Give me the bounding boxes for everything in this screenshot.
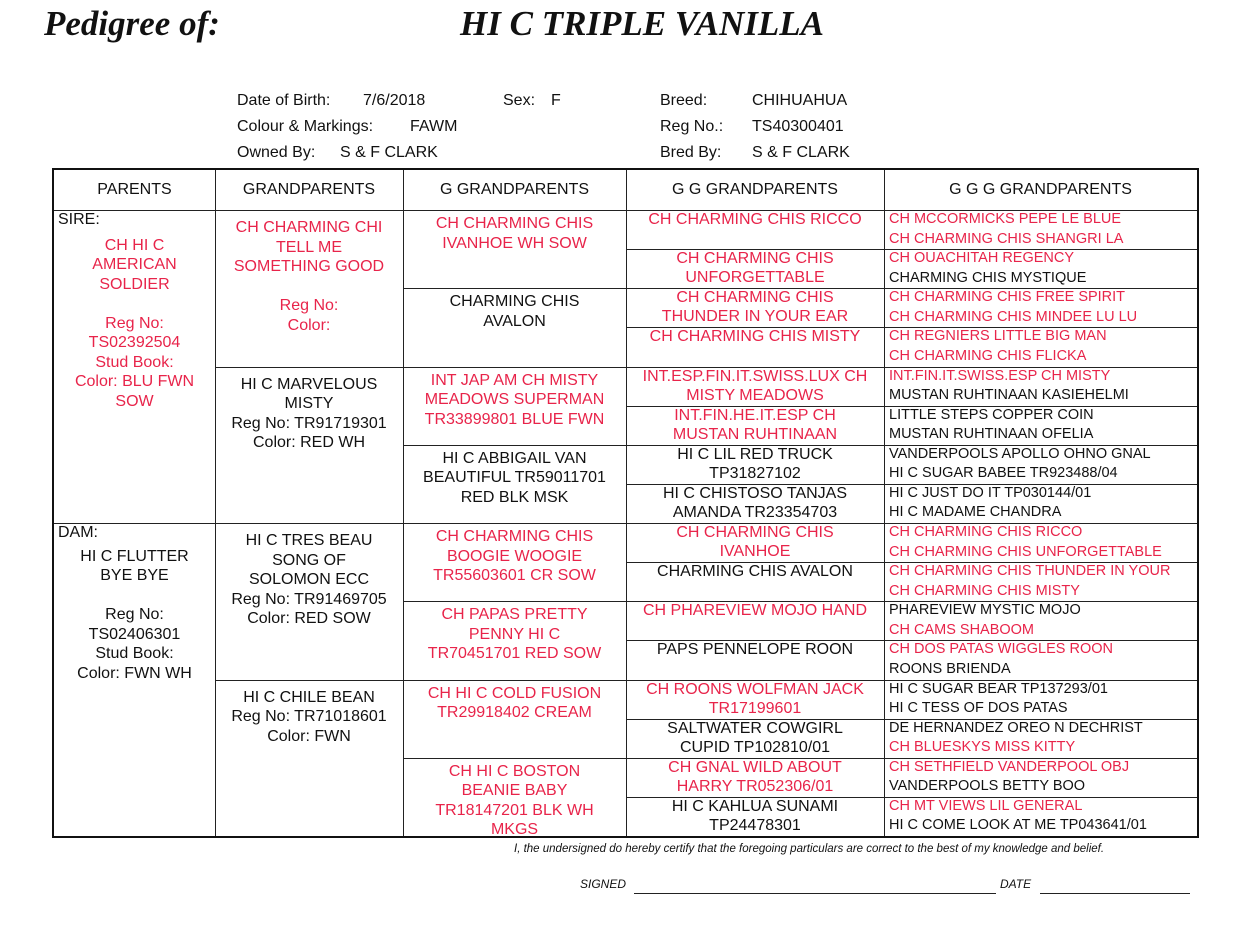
dog-name-line: BEAUTIFUL TR59011701 xyxy=(423,469,606,487)
gg-grandparent-cell xyxy=(626,484,884,523)
breed-value: CHIHUAHUA xyxy=(752,92,848,109)
dog-name-line: TELL ME xyxy=(275,238,343,256)
ggg-grandparent-cell xyxy=(884,230,1197,250)
ggg-grandparent-cell xyxy=(884,347,1197,367)
dog-name-line: SALTWATER COWGIRL xyxy=(667,719,843,737)
dog-name-line: HI C TRES BEAU xyxy=(245,532,373,549)
ggg-grandparent-cell xyxy=(884,464,1197,484)
ggg-grandparent-cell xyxy=(884,484,1197,504)
dog-name-line: TR33899801 BLUE FWN xyxy=(424,410,605,428)
dog-name-line: Color: BLU FWN xyxy=(74,373,195,390)
pedigree-label: Pedigree of: xyxy=(44,4,220,43)
dog-name-line: IVANHOE WH SOW xyxy=(442,234,587,252)
grandparent-cell xyxy=(215,523,403,680)
ggg-grandparent-cell xyxy=(884,210,1197,230)
dog-name-line: TR29918402 CREAM xyxy=(437,704,592,721)
ggg-grandparent-cell xyxy=(884,543,1197,563)
dog-name-line: CH HI C xyxy=(104,236,165,254)
g-grandparent-cell xyxy=(403,367,626,445)
ggg-grandparent-cell xyxy=(884,367,1197,387)
gg-grandparent-cell xyxy=(626,249,884,288)
dog-name-line: CH CHARMING CHIS RICCO xyxy=(889,524,1083,540)
dog-name-line: RED BLK MSK xyxy=(460,488,569,506)
gg-grandparent-cell xyxy=(626,719,884,758)
dog-name-line: MUSTAN RUHTINAAN xyxy=(672,425,838,443)
owned-value: S & F CLARK xyxy=(340,144,438,161)
dog-name-line: CHARMING CHIS xyxy=(449,293,580,311)
dog-name-line: Reg No: xyxy=(105,314,164,332)
dog-name-line: HI C JUST DO IT TP030144/01 xyxy=(889,484,1092,501)
dog-name-line: CH MCCORMICKS PEPE LE BLUE xyxy=(889,211,1122,227)
colour-label: Colour & Markings: xyxy=(237,118,374,135)
dog-name-line: CH PAPAS PRETTY xyxy=(441,606,588,624)
dog-name-line: TP24478301 xyxy=(709,816,801,834)
dog-name-line: BEANIE BABY xyxy=(461,782,568,800)
date-line xyxy=(1040,893,1190,894)
dog-name-line: Stud Book: xyxy=(95,353,174,371)
dog-name-line: IVANHOE xyxy=(719,543,791,560)
dog-name-line: CH HI C COLD FUSION xyxy=(427,684,602,702)
dog-name-line: MUSTAN RUHTINAAN OFELIA xyxy=(889,426,1094,443)
gg-grandparent-cell xyxy=(626,601,884,640)
dog-name-line: HI C CHILE BEAN xyxy=(243,688,375,706)
dog-name-line: VANDERPOOLS APOLLO OHNO GNAL xyxy=(889,445,1151,462)
dog-name-line: HI C MADAME CHANDRA xyxy=(889,504,1062,521)
dog-name-line: CH CHARMING CHIS xyxy=(435,528,594,545)
sex-value: F xyxy=(551,92,561,109)
dam-cell xyxy=(54,523,215,836)
g-grandparent-cell xyxy=(403,523,626,601)
dog-name-line: HARRY TR052306/01 xyxy=(676,777,834,795)
ggg-grandparent-cell xyxy=(884,523,1197,543)
dog-name-line: HI C SUGAR BABEE TR923488/04 xyxy=(889,465,1118,482)
g-grandparent-cell xyxy=(403,288,626,366)
gg-grandparent-cell xyxy=(626,288,884,327)
dog-name-line: INT JAP AM CH MISTY xyxy=(430,371,599,389)
dog-name-line: Stud Book: xyxy=(95,645,174,662)
ggg-grandparent-cell xyxy=(884,738,1197,758)
dog-name-line: Reg No: TR91469705 xyxy=(231,590,387,608)
dog-name-line: BOOGIE WOOGIE xyxy=(446,547,583,565)
gg-grandparent-cell xyxy=(626,640,884,679)
sire-cell xyxy=(54,210,215,523)
dog-name-line: HI C FLUTTER xyxy=(80,547,189,565)
ggg-grandparent-cell xyxy=(884,777,1197,797)
dog-name-line: HI C CHISTOSO TANJAS xyxy=(662,484,848,502)
dog-name-line: SOLOMON ECC xyxy=(248,571,369,588)
owned-label: Owned By: xyxy=(237,144,316,161)
dog-name-line: CH CHARMING CHIS RICCO xyxy=(648,211,862,228)
grandparent-cell xyxy=(215,680,403,837)
ggg-grandparent-cell xyxy=(884,386,1197,406)
ggg-grandparent-cell xyxy=(884,308,1197,328)
dog-name-line xyxy=(132,294,136,314)
dog-name-line: CH OUACHITAH REGENCY xyxy=(889,250,1075,267)
dog-name-line: ROONS BRIENDA xyxy=(889,660,1011,677)
dog-name-line: CH DOS PATAS WIGGLES ROON xyxy=(889,641,1113,658)
ggg-grandparent-cell xyxy=(884,816,1197,836)
sire-label: SIRE: xyxy=(58,211,100,228)
dog-name-line: AMERICAN xyxy=(92,256,177,273)
reg-label: Reg No.: xyxy=(660,118,724,135)
dog-name-line: TR70451701 RED SOW xyxy=(427,645,602,663)
dog-name-line: CH CHARMING CHIS THUNDER IN YOUR xyxy=(889,563,1171,580)
dog-name-line: SOLDIER xyxy=(99,275,170,293)
ggg-grandparent-cell xyxy=(884,621,1197,641)
dog-name-line: Color: RED SOW xyxy=(247,610,371,627)
g-grandparent-cell xyxy=(403,601,626,679)
breed-label: Breed: xyxy=(660,92,708,109)
bred-value: S & F CLARK xyxy=(752,144,850,161)
dog-name-line: CH CHARMING CHIS xyxy=(676,289,834,307)
dam-label: DAM: xyxy=(58,524,98,541)
ggg-grandparent-cell xyxy=(884,406,1197,426)
dog-name-line: HI C MARVELOUS xyxy=(240,375,378,393)
dog-name-line: PHAREVIEW MYSTIC MOJO xyxy=(889,602,1081,619)
dog-name-line: Color: FWN xyxy=(267,727,351,745)
dog-name-line: SONG OF xyxy=(272,551,346,569)
ggg-grandparent-cell xyxy=(884,582,1197,602)
ggg-grandparent-cell xyxy=(884,288,1197,308)
dog-name-line: TS02406301 xyxy=(88,625,181,643)
certification-statement: I, the undersigned do hereby certify that the foregoing particulars are correct to the best of my knowledge and belief. xyxy=(514,843,1105,855)
dog-name-line: TS02392504 xyxy=(88,334,181,351)
dog-name-line: INT.ESP.FIN.IT.SWISS.LUX CH xyxy=(642,367,868,385)
dog-name-line: INT.FIN.HE.IT.ESP CH xyxy=(674,406,836,424)
dog-name-line: CH REGNIERS LITTLE BIG MAN xyxy=(889,328,1107,345)
dog-name-line: CUPID TP102810/01 xyxy=(679,738,830,756)
gg-grandparent-cell xyxy=(626,367,884,406)
ggg-grandparent-cell xyxy=(884,699,1197,719)
dog-name-line: CH CHARMING CHIS MISTY xyxy=(649,328,861,346)
date-label: DATE xyxy=(1000,877,1032,891)
grandparent-cell xyxy=(215,367,403,524)
dog-name-line: MISTY MEADOWS xyxy=(686,386,824,404)
dog-name-line: CH ROONS WOLFMAN JACK xyxy=(646,680,864,698)
g-grandparent-cell xyxy=(403,445,626,523)
signed-label: SIGNED xyxy=(580,877,627,891)
dog-name-line: SOW xyxy=(115,392,154,410)
dog-name-line: HI C TESS OF DOS PATAS xyxy=(889,700,1068,717)
dog-name-line: CH MT VIEWS LIL GENERAL xyxy=(889,797,1083,814)
gg-grandparent-cell xyxy=(626,680,884,719)
dog-name-line: Reg No: xyxy=(105,606,164,623)
ggg-grandparent-cell xyxy=(884,640,1197,660)
dog-name-line: CH GNAL WILD ABOUT xyxy=(668,758,842,776)
dog-name-line: PENNY HI C xyxy=(468,625,561,643)
dog-name-line: MISTY xyxy=(284,395,334,412)
g-grandparent-cell xyxy=(403,758,626,836)
dog-name-line: SOMETHING GOOD xyxy=(233,258,385,275)
dog-name-line: Color: FWN WH xyxy=(77,664,192,682)
column-header: G GRANDPARENTS xyxy=(439,181,590,198)
dog-name-line: CH CHARMING CHIS FLICKA xyxy=(889,347,1087,364)
dog-name-line: HI C LIL RED TRUCK xyxy=(677,445,833,463)
ggg-grandparent-cell xyxy=(884,327,1197,347)
column-header: G G G GRANDPARENTS xyxy=(949,181,1132,198)
gg-grandparent-cell xyxy=(626,327,884,366)
column-header: PARENTS xyxy=(97,181,172,198)
gg-grandparent-cell xyxy=(626,210,884,249)
dog-name-line: AVALON xyxy=(483,312,546,330)
dog-name-line: HI C SUGAR BEAR TP137293/01 xyxy=(889,680,1108,697)
dog-name-line xyxy=(132,586,136,606)
signature-line xyxy=(634,893,996,894)
column-header: GRANDPARENTS xyxy=(242,181,376,198)
gg-grandparent-cell xyxy=(626,797,884,836)
ggg-grandparent-cell xyxy=(884,719,1197,739)
dog-name-line: HI C COME LOOK AT ME TP043641/01 xyxy=(889,817,1147,834)
g-grandparent-cell xyxy=(403,680,626,758)
ggg-grandparent-cell xyxy=(884,249,1197,269)
dog-name-line: CH PHAREVIEW MOJO HAND xyxy=(642,602,867,620)
bred-label: Bred By: xyxy=(660,144,722,161)
dog-name-line: CH CHARMING CHIS UNFORGETTABLE xyxy=(889,543,1162,560)
dog-name-line: PAPS PENNELOPE ROON xyxy=(656,641,854,659)
dog-name-line: CH CHARMING CHI xyxy=(235,219,383,236)
dog-name-line: CH CHARMING CHIS FREE SPIRIT xyxy=(889,289,1126,306)
gg-grandparent-cell xyxy=(626,758,884,797)
dog-name-line: TP31827102 xyxy=(709,464,801,482)
dog-name-line: Reg No: xyxy=(279,297,339,314)
dog-name-line: THUNDER IN YOUR EAR xyxy=(661,308,849,326)
sex-label: Sex: xyxy=(503,92,536,109)
ggg-grandparent-cell xyxy=(884,562,1197,582)
gg-grandparent-cell xyxy=(626,562,884,601)
column-header: G G GRANDPARENTS xyxy=(672,181,838,198)
reg-value: TS40300401 xyxy=(752,118,844,135)
dob-label: Date of Birth: xyxy=(237,92,331,109)
dog-name-title: HI C TRIPLE VANILLA xyxy=(460,4,824,43)
gg-grandparent-cell xyxy=(626,523,884,562)
ggg-grandparent-cell xyxy=(884,797,1197,817)
dog-name-line: MUSTAN RUHTINAAN KASIEHELMI xyxy=(889,387,1129,404)
dog-name-line: Reg No: TR71018601 xyxy=(231,708,387,725)
dog-name-line: CH CHARMING CHIS xyxy=(676,250,834,268)
ggg-grandparent-cell xyxy=(884,503,1197,523)
gg-grandparent-cell xyxy=(626,406,884,445)
dog-name-line: CH CAMS SHABOOM xyxy=(889,621,1035,638)
dog-name-line: CH HI C BOSTON xyxy=(448,762,581,780)
dog-name-line: LITTLE STEPS COPPER COIN xyxy=(889,406,1094,423)
dog-name-line: CH BLUESKYS MISS KITTY xyxy=(889,739,1076,756)
dog-name-line: CH CHARMING CHIS xyxy=(435,215,594,232)
dog-name-line: MEADOWS SUPERMAN xyxy=(424,391,605,408)
ggg-grandparent-cell xyxy=(884,269,1197,289)
dog-name-line: HI C KAHLUA SUNAMI xyxy=(671,797,839,815)
dog-name-line: Color: RED WH xyxy=(252,434,365,451)
dog-name-line: AMANDA TR23354703 xyxy=(672,503,838,521)
ggg-grandparent-cell xyxy=(884,425,1197,445)
dog-name-line: UNFORGETTABLE xyxy=(685,269,825,287)
dob-value: 7/6/2018 xyxy=(363,92,426,109)
ggg-grandparent-cell xyxy=(884,680,1197,700)
dog-name-line: HI C ABBIGAIL VAN xyxy=(442,449,587,467)
dog-name-line: BYE BYE xyxy=(100,567,169,584)
dog-name-line: CH CHARMING CHIS xyxy=(676,524,834,541)
dog-name-line: TR55603601 CR SOW xyxy=(433,567,596,584)
grandparent-cell xyxy=(215,210,403,367)
dog-name-line: VANDERPOOLS BETTY BOO xyxy=(889,778,1086,795)
dog-name-line: CH SETHFIELD VANDERPOOL OBJ xyxy=(889,758,1130,775)
ggg-grandparent-cell xyxy=(884,601,1197,621)
dog-name-line: TR17199601 xyxy=(708,699,802,717)
dog-name-line: CH CHARMING CHIS MISTY xyxy=(889,582,1080,599)
g-grandparent-cell xyxy=(403,210,626,288)
dog-name-line: Color: xyxy=(287,316,331,334)
dog-name-line xyxy=(307,277,311,297)
ggg-grandparent-cell xyxy=(884,758,1197,778)
colour-value: FAWM xyxy=(410,118,458,135)
dog-name-line: MKGS xyxy=(490,821,539,836)
ggg-grandparent-cell xyxy=(884,445,1197,465)
gg-grandparent-cell xyxy=(626,445,884,484)
dog-name-line: CHARMING CHIS AVALON xyxy=(657,563,853,581)
dog-name-line: TR18147201 BLK WH xyxy=(435,801,594,819)
dog-name-line: DE HERNANDEZ OREO N DECHRIST xyxy=(889,719,1143,736)
ggg-grandparent-cell xyxy=(884,660,1197,680)
dog-name-line: CHARMING CHIS MYSTIQUE xyxy=(889,269,1087,286)
dog-name-line: INT.FIN.IT.SWISS.ESP CH MISTY xyxy=(889,367,1111,384)
pedigree-table xyxy=(52,168,1199,838)
dog-name-line: CH CHARMING CHIS MINDEE LU LU xyxy=(889,308,1138,325)
dog-name-line: CH CHARMING CHIS SHANGRI LA xyxy=(889,230,1124,247)
dog-name-line: Reg No: TR91719301 xyxy=(231,414,387,432)
